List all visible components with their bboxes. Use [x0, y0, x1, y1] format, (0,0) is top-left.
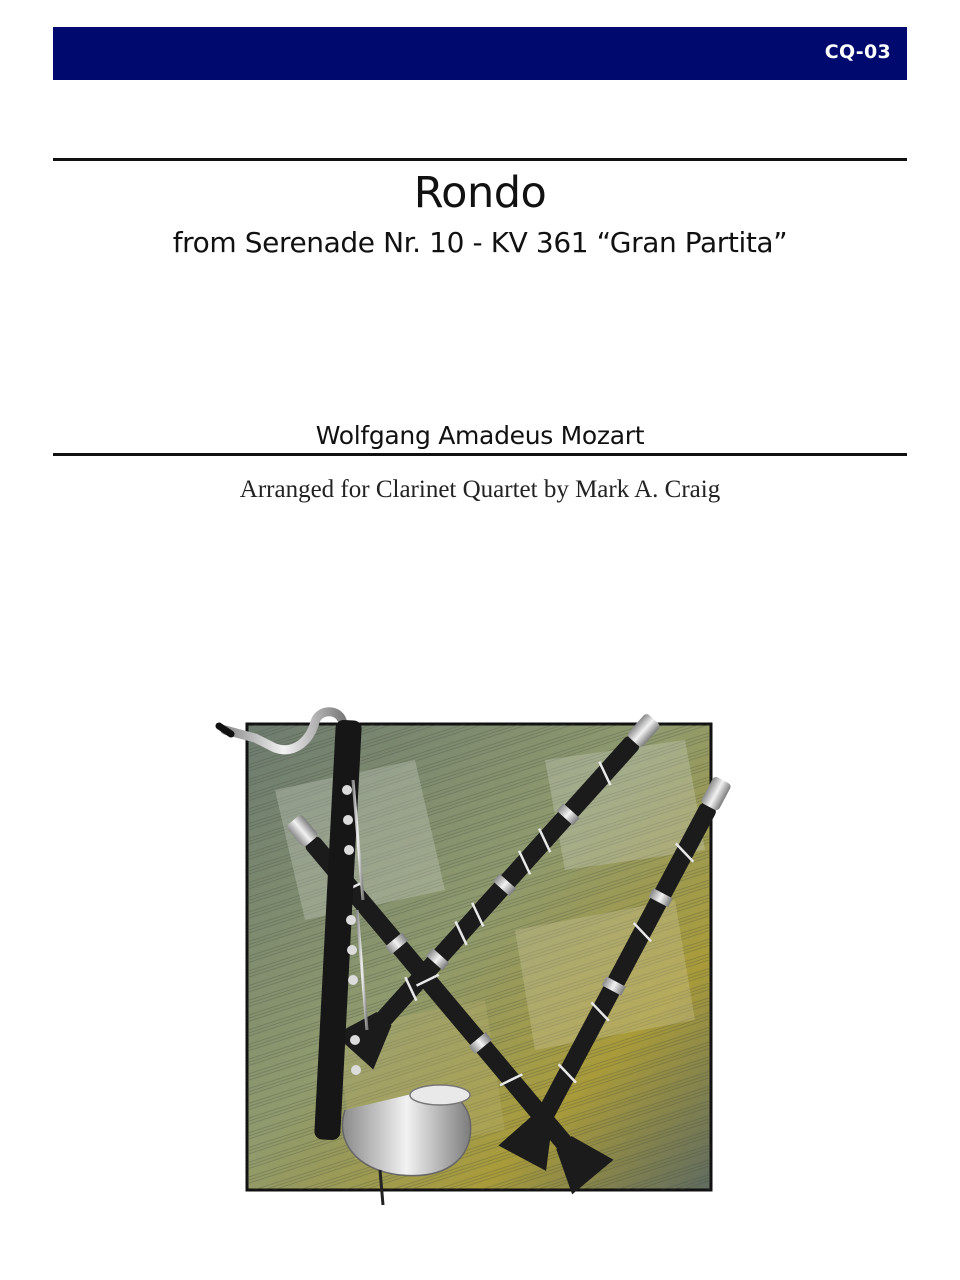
arranger-credit: Arranged for Clarinet Quartet by Mark A. Craig	[239, 476, 721, 503]
header-bar	[53, 27, 907, 80]
top-divider	[53, 158, 907, 161]
page-title: Rondo	[413, 168, 547, 218]
composer-divider	[53, 453, 907, 456]
composer-name: Wolfgang Amadeus Mozart	[315, 421, 645, 450]
catalog-code: CQ-03	[824, 41, 891, 63]
page-subtitle: from Serenade Nr. 10 - KV 361 “Gran Partita”	[172, 226, 788, 259]
cover-illustration	[215, 700, 735, 1230]
